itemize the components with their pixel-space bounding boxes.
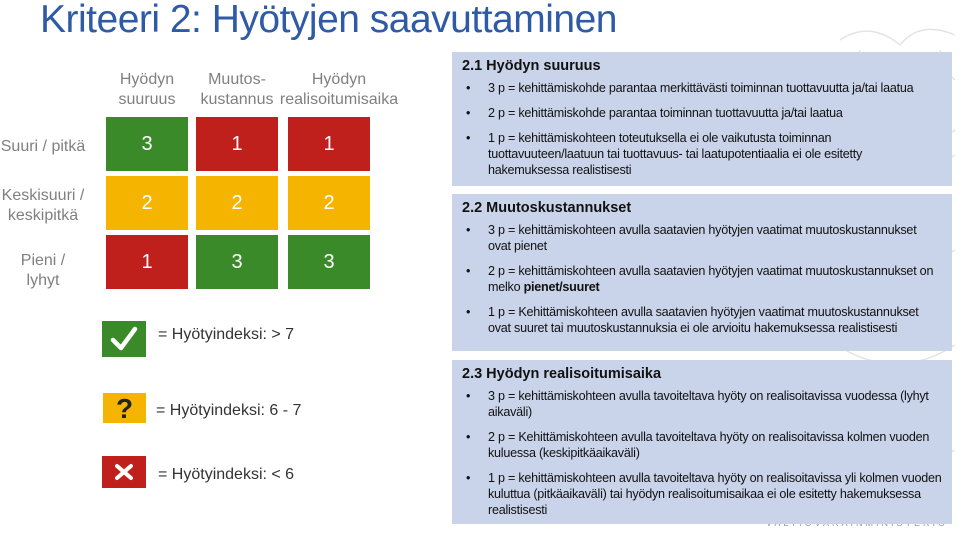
matrix-cell: 2 [106, 176, 188, 230]
matrix-cell: 3 [106, 117, 188, 171]
list-item: • 3 p = kehittämiskohde parantaa merkittävästi toiminnan tuottavuutta ja/tai laatua [462, 80, 942, 96]
page-title: Kriteeri 2: Hyötyjen saavuttaminen [40, 0, 617, 41]
criteria-list [462, 80, 942, 178]
question-glyph: ? [115, 393, 134, 424]
list-item-text: 2 p = kehittämiskohteen avulla saatavien hyötyjen vaatimat muutoskustannukset on melko [488, 264, 934, 294]
section-panel-hyodyn-suuruus [452, 52, 952, 186]
list-item: • 3 p = kehittämiskohteen avulla tavoiteltava hyöty on realisoitavissa vuodessa (lyhyt aikaväli) [462, 388, 942, 420]
question-mark-icon [103, 393, 146, 423]
criteria-list [462, 388, 942, 518]
column-header-hyodyn-suuruus: Hyödyn suuruus [118, 71, 176, 108]
list-item: • 1 p = kehittämiskohteen toteutuksella ei ole vaikutusta toiminnan tuottavuuteen/laatuun tai tuottavuus- tai laatupotentiaalia ei ole esitetty hakemuksessa realistisesti [462, 130, 942, 178]
checkmark-icon [102, 321, 146, 357]
list-item: • 1 p = kehittämiskohteen avulla tavoiteltava hyöty on realisoitavissa yli kolmen vuoden kuluttua (pitkäaikaväli) tai hyödyn realisoitumisaikaa ei ole esitetty hakemuksessa realistisesti [462, 470, 942, 518]
row-header-suuri-pitka: Suuri / pitkä [0, 138, 86, 155]
section-title: 2.3 Hyödyn realisoitumisaika [462, 366, 662, 382]
column-header-realisoitumisaika: Hyödyn realisoitumisaika [279, 71, 399, 108]
section-title: 2.2 Muutoskustannukset [462, 200, 632, 216]
column-header-muutoskustannus: Muutos- kustannus [200, 71, 274, 108]
criteria-list [462, 222, 942, 336]
list-item: • 2 p = kehittämiskohde parantaa toiminnan tuottavuutta ja/tai laatua [462, 105, 942, 121]
row-header-keskisuuri: Keskisuuri / keskipitkä [1, 187, 85, 224]
legend-text-low: = Hyötyindeksi: < 6 [158, 466, 295, 483]
matrix-cell: 3 [288, 235, 370, 289]
list-item: • 2 p = Kehittämiskohteen avulla tavoiteltava hyöty on realisoitavissa kolmen vuoden kuluessa (keskipitkäaikaväli) [462, 429, 942, 461]
matrix-cell: 1 [288, 117, 370, 171]
legend-text-high: = Hyötyindeksi: > 7 [158, 326, 295, 343]
matrix-cell: 1 [106, 235, 188, 289]
section-panel-muutoskustannukset [452, 194, 952, 351]
matrix-cell: 2 [196, 176, 278, 230]
section-panel-realisoitumisaika [452, 360, 952, 524]
legend-text-medium: = Hyötyindeksi: 6 - 7 [156, 402, 302, 419]
list-item: • 3 p = kehittämiskohteen avulla saatavien hyötyjen vaatimat muutoskustannukset ovat pienet [462, 222, 942, 254]
matrix-cell: 2 [288, 176, 370, 230]
section-title: 2.1 Hyödyn suuruus [462, 58, 601, 74]
row-header-pieni-lyhyt: Pieni / lyhyt [20, 252, 66, 289]
list-item-bold: pienet/suuret [523, 280, 600, 294]
list-item [462, 263, 942, 295]
cross-icon [102, 456, 146, 488]
list-item: • 1 p = Kehittämiskohteen avulla saatavien hyötyjen vaatimat muutoskustannukset ovat suuret tai muutoskustannuksia ei ole arvioitu hakemuksessa realistisesti [462, 304, 942, 336]
matrix-cell: 1 [196, 117, 278, 171]
matrix-cell: 3 [196, 235, 278, 289]
